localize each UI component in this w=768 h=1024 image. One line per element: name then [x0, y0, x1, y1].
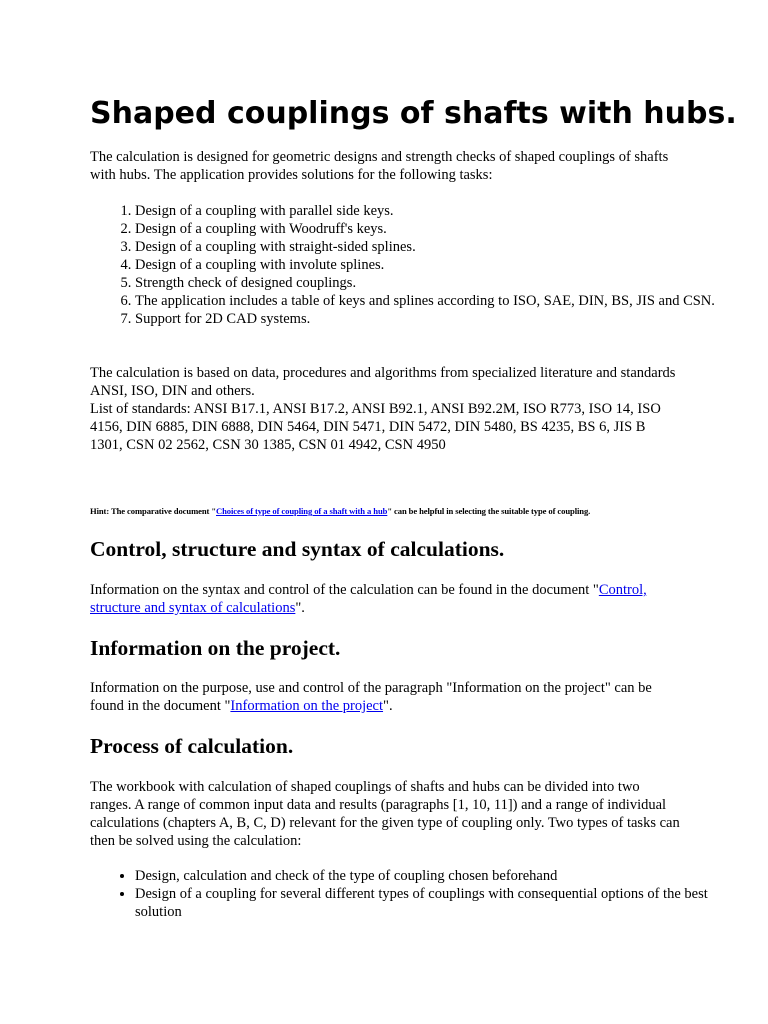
task-type-item-2: • Design of a coupling for several different types of couplings with consequential options of the best solution [135, 885, 725, 921]
task-item-5: 5. Strength check of designed couplings. [135, 274, 725, 292]
control-heading: Control, structure and syntax of calculations. [90, 537, 505, 561]
project-text-after: ". [383, 698, 393, 714]
task-item-7: 7. Support for 2D CAD systems. [135, 310, 725, 328]
intro-paragraph: The calculation is designed for geometric designs and strength checks of shaped couplings of shafts with hubs. The application provides solutions for the following tasks: [90, 149, 669, 183]
task-item-3: 3. Design of a coupling with straight-sided splines. [135, 238, 725, 256]
basis-text: The calculation is based on data, procedures and algorithms from specialized literature and standards ANSI, ISO, DIN and others. [90, 365, 676, 399]
task-item-2: 2. Design of a coupling with Woodruff's keys. [135, 220, 725, 238]
control-text-before: Information on the syntax and control of the calculation can be found in the document " [90, 582, 599, 598]
project-paragraph [90, 679, 680, 715]
project-heading: Information on the project. [90, 636, 341, 660]
project-text-before: Information on the purpose, use and control of the paragraph "Information on the project" can be found in the document " [90, 680, 652, 714]
control-paragraph [90, 581, 680, 617]
process-heading: Process of calculation. [90, 734, 294, 758]
task-list [90, 202, 725, 328]
control-text-after: ". [295, 600, 305, 616]
page-title: Shaped couplings of shafts with hubs. [90, 96, 737, 131]
hint-note [90, 505, 680, 517]
standards-text: List of standards: ANSI B17.1, ANSI B17.2, ANSI B92.1, ANSI B92.2M, ISO R773, ISO 14, ISO 4156, DIN 6885, DIN 6888, DIN 5464, DIN 5471, DIN 5472, DIN 5480, BS 4235, BS 6, JIS B 1301, CSN 02 2562, CSN 30 1385, CSN 01 4942, CSN 4950 [90, 401, 661, 453]
control-link[interactable]: Control, structure and syntax of calculations [90, 582, 647, 616]
task-item-6: 6. The application includes a table of keys and splines according to ISO, SAE, DIN, BS, JIS and CSN. [135, 292, 725, 310]
task-item-1: 1. Design of a coupling with parallel side keys. [135, 202, 725, 220]
task-type-item-1: • Design, calculation and check of the type of coupling chosen beforehand [135, 867, 725, 885]
hint-text-before: Hint: The comparative document " [90, 506, 217, 516]
project-link[interactable]: Information on the project [230, 698, 384, 714]
task-type-list [90, 867, 725, 921]
task-item-4: 4. Design of a coupling with involute splines. [135, 256, 725, 274]
basis-paragraph [90, 364, 680, 454]
hint-link[interactable]: Choices of type of coupling of a shaft with a hub [216, 506, 388, 516]
process-paragraph: The workbook with calculation of shaped couplings of shafts and hubs can be divided into two ranges. A range of common input data and results (paragraphs [1, 10, 11]) and a range of individual calculations (chapters A, B, C, D) relevant for the given type of coupling only. Two types of tasks can then be solved using the calculation: [90, 779, 680, 849]
hint-text-after: " can be helpful in selecting the suitable type of coupling. [387, 506, 591, 516]
